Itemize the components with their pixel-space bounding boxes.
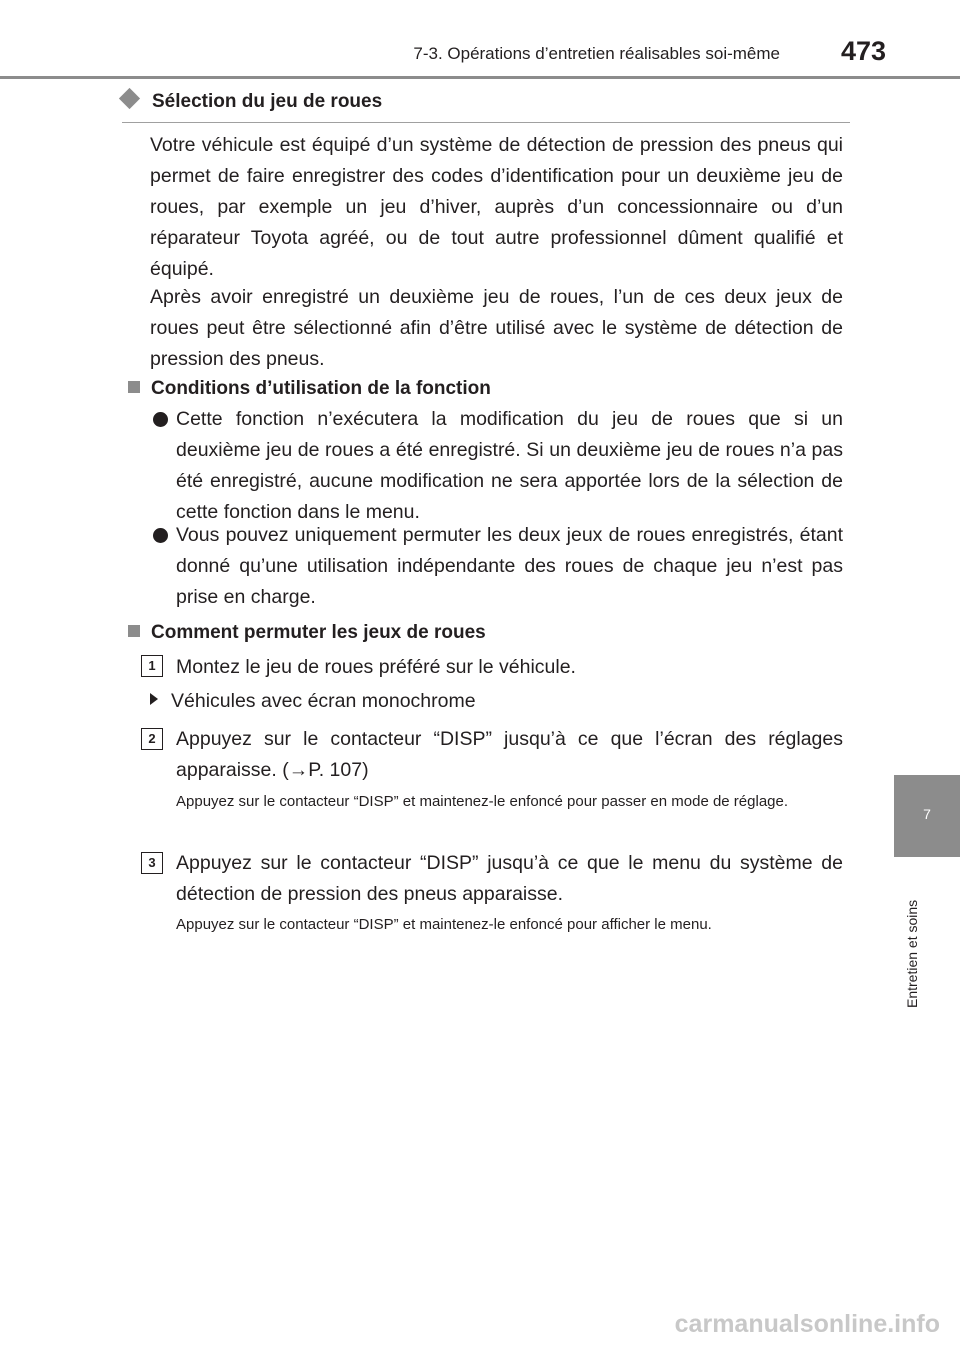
procedure-heading xyxy=(128,622,486,644)
procedure-heading-label: Comment permuter les jeux de roues xyxy=(151,622,486,643)
step-number-1: 1 xyxy=(141,655,163,677)
triangle-right-icon xyxy=(150,693,158,705)
vehicle-type-text: Véhicules avec écran monochrome xyxy=(171,690,476,712)
section-heading xyxy=(122,88,850,123)
step-3-note: Appuyez sur le contacteur “DISP” et maintenez-le enfoncé pour afficher le menu. xyxy=(176,916,712,933)
chapter-tab-label: Entretien et soins xyxy=(904,899,920,1008)
chapter-tab: 7 xyxy=(894,775,960,857)
diamond-icon xyxy=(119,88,140,109)
section-heading-label: Sélection du jeu de roues xyxy=(152,91,383,112)
step-number-2: 2 xyxy=(141,728,163,750)
step-3-text: Appuyez sur le contacteur “DISP” jusqu’à ce que le menu du système de détection de pression des pneus apparaisse. xyxy=(176,852,843,905)
chapter-title: 7-3. Opérations d’entretien réalisables soi-même xyxy=(413,44,780,63)
page-number: 473 xyxy=(840,36,886,66)
list-item xyxy=(150,404,843,528)
second-paragraph: Après avoir enregistré un deuxième jeu de roues, l’un de ces deux jeux de roues peut être sélectionné afin d’être utilisé avec le système de détection de pression des pneus. xyxy=(150,286,843,370)
watermark: carmanualsonline.info xyxy=(674,1310,940,1338)
list-item-text: Cette fonction n’exécutera la modification du jeu de roues que si un deuxième jeu de roues a été enregistré. Si un deuxième jeu de roues n’a pas été enregistré, aucune modification ne sera apportée lors de la sélection de cette fonction dans le menu. xyxy=(176,408,843,523)
intro-paragraph: Votre véhicule est équipé d’un système de détection de pression des pneus qui permet de faire enregistrer des codes d’identification pour un deuxième jeu de roues, par exemple un jeu d’hiver, auprès d’un concessionnaire ou d’un réparateur Toyota agréé, ou de tout autre professionnel dûment qualifié et équipé. xyxy=(150,134,843,280)
bullet-dot-icon xyxy=(153,528,168,543)
step-2-text: Appuyez sur le contacteur “DISP” jusqu’à ce que l’écran des réglages apparaisse. (→P. 107) xyxy=(176,728,843,781)
square-bullet-icon xyxy=(128,625,140,637)
step-1-text: Montez le jeu de roues préféré sur le véhicule. xyxy=(176,656,576,678)
square-bullet-icon xyxy=(128,381,140,393)
conditions-heading-label: Conditions d’utilisation de la fonction xyxy=(151,378,491,399)
vehicle-type-label xyxy=(150,690,476,713)
header-divider xyxy=(0,76,960,79)
list-item-text: Vous pouvez uniquement permuter les deux jeux de roues enregistrés, étant donné qu’une utilisation indépendante des roues de chaque jeu n’est pas prise en charge. xyxy=(176,524,843,608)
step-2-note: Appuyez sur le contacteur “DISP” et maintenez-le enfoncé pour passer en mode de réglage. xyxy=(176,793,789,810)
conditions-heading xyxy=(128,378,491,400)
bullet-dot-icon xyxy=(153,412,168,427)
step-number-3: 3 xyxy=(141,852,163,874)
list-item xyxy=(150,520,843,613)
